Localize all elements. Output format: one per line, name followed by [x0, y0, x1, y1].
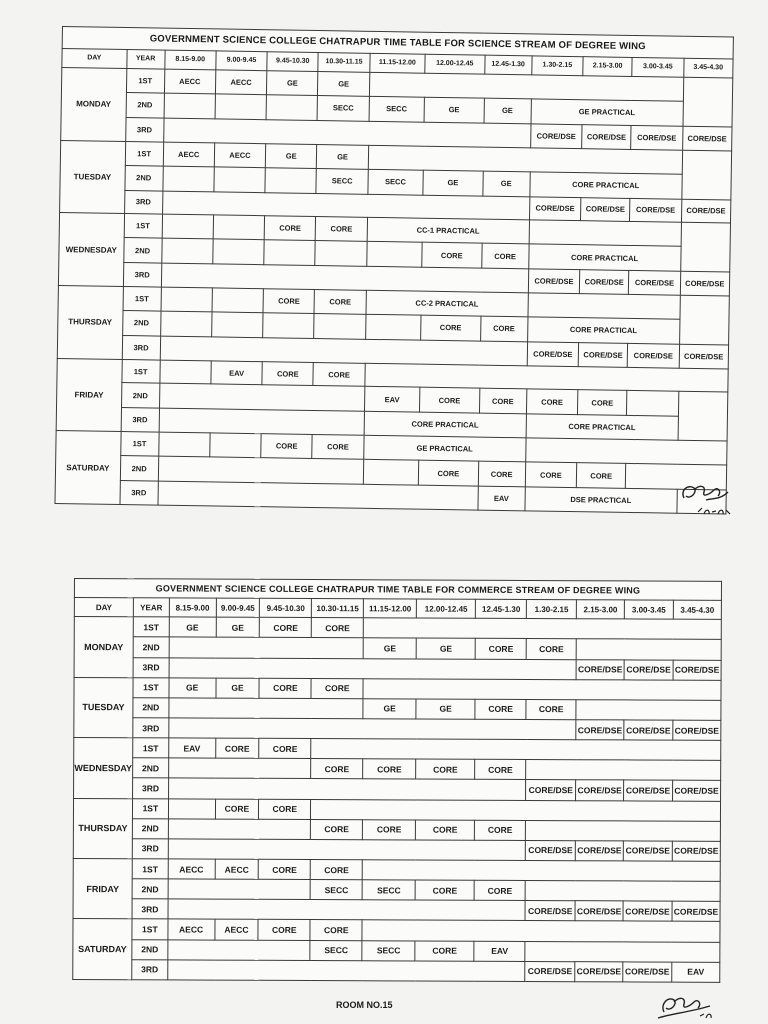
day-label: FRIDAY	[56, 358, 122, 432]
header-day: DAY	[74, 598, 133, 617]
class-cell: CORE	[263, 289, 315, 314]
class-cell: CORE/DSE	[526, 780, 576, 800]
year-label: 3RD	[121, 408, 159, 432]
header-slot: 12.00-12.45	[425, 54, 485, 74]
class-cell: CORE	[259, 859, 311, 879]
class-cell: AECC	[215, 859, 259, 879]
day-label: TUESDAY	[74, 677, 133, 738]
class-cell: SECC	[362, 940, 415, 960]
class-cell: CORE	[481, 243, 529, 269]
class-cell: AECC	[215, 70, 267, 95]
practical-cell: CORE PRACTICAL	[364, 412, 526, 438]
class-cell: CORE/DSE	[623, 901, 672, 921]
practical-cell: CC-1 PRACTICAL	[367, 218, 529, 244]
year-label: 1ST	[122, 359, 160, 383]
class-cell: CORE/DSE	[528, 269, 580, 294]
class-cell: CORE/DSE	[575, 961, 623, 982]
class-cell: CORE	[475, 820, 526, 840]
signature-icon	[650, 990, 718, 1024]
science-title: GOVERNMENT SCIENCE COLLEGE CHATRAPUR TIME TABLE FOR SCIENCE STREAM OF DEGREE WING	[62, 27, 733, 59]
year-label: 2ND	[132, 879, 168, 899]
class-cell: CORE	[259, 799, 311, 819]
year-label: 2ND	[133, 698, 169, 718]
class-cell: CORE/DSE	[525, 901, 575, 921]
header-slot: 9.00-9.45	[216, 598, 260, 617]
class-cell: CORE	[313, 362, 365, 387]
year-label: 3RD	[132, 899, 168, 919]
year-label: 2ND	[132, 939, 168, 959]
class-cell: SECC	[369, 96, 425, 122]
day-label: SATURDAY	[73, 919, 132, 980]
class-cell: CORE/DSE	[679, 344, 729, 369]
class-cell: CORE	[526, 699, 576, 719]
class-cell: EAV	[364, 387, 420, 413]
day-label: MONDAY	[74, 617, 133, 678]
header-slot: 11.15-12.00	[370, 53, 426, 73]
header-slot: 1.30-2.15	[527, 600, 577, 619]
header-slot: 10.30-11.15	[312, 599, 364, 618]
year-label: 3RD	[125, 117, 163, 141]
class-cell: AECC	[163, 142, 215, 167]
class-cell: CORE	[215, 738, 259, 758]
practical-cell: CORE PRACTICAL	[530, 171, 682, 198]
class-cell: CORE	[311, 819, 363, 839]
day-label: THURSDAY	[57, 285, 123, 359]
class-cell: CORE	[418, 460, 478, 486]
header-slot: 12.00-12.45	[417, 599, 476, 618]
class-cell: CORE/DSE	[673, 720, 721, 740]
class-cell: SECC	[310, 940, 362, 960]
class-cell: CORE	[578, 390, 628, 416]
class-cell: CORE/DSE	[624, 720, 673, 740]
day-label: THURSDAY	[73, 798, 132, 859]
class-cell: GE	[416, 699, 475, 719]
year-label: 2ND	[123, 238, 161, 264]
class-cell: CORE/DSE	[631, 125, 683, 150]
class-cell: CORE/DSE	[576, 659, 624, 679]
class-cell: CORE	[416, 820, 475, 840]
class-cell: CORE/DSE	[582, 125, 632, 150]
class-cell: CORE	[259, 678, 311, 698]
class-cell: CORE	[264, 216, 316, 241]
class-cell: CORE	[479, 389, 527, 415]
class-cell: EAV	[474, 941, 525, 961]
header-slot: 3.00-3.45	[632, 57, 684, 77]
class-cell: CORE	[363, 759, 416, 779]
class-cell: GE	[482, 171, 530, 197]
header-slot: 3.00-3.45	[624, 600, 673, 619]
class-cell: CORE/DSE	[575, 901, 623, 921]
year-label: 1ST	[120, 432, 158, 456]
class-cell: CORE/DSE	[578, 342, 628, 367]
class-cell: CORE	[310, 920, 362, 940]
class-cell: CORE/DSE	[673, 660, 721, 680]
practical-cell: DSE PRACTICAL	[525, 487, 677, 513]
class-cell: CORE	[312, 435, 364, 460]
header-slot: 9.45-10.30	[267, 51, 319, 71]
class-cell: GE	[416, 638, 475, 658]
class-cell: CORE	[311, 678, 363, 698]
header-slot: 3.45-4.30	[673, 600, 721, 619]
year-label: 1ST	[124, 214, 162, 238]
class-cell: EAV	[478, 486, 526, 511]
header-slot: 3.45-4.30	[683, 58, 733, 78]
class-cell: CORE/DSE	[629, 271, 681, 296]
year-label: 2ND	[125, 165, 163, 191]
class-cell: CORE/DSE	[527, 342, 579, 367]
year-label: 3RD	[124, 190, 162, 214]
day-label: MONDAY	[61, 68, 127, 142]
class-cell: CORE/DSE	[581, 197, 631, 222]
commerce-timetable	[72, 578, 722, 983]
class-cell: CORE/DSE	[623, 841, 672, 861]
class-cell: GE	[169, 617, 216, 637]
year-label: 3RD	[133, 778, 169, 798]
class-cell: CORE	[416, 759, 475, 779]
class-cell: CORE	[526, 389, 578, 415]
class-cell: CORE/DSE	[681, 199, 731, 224]
class-cell: GE	[216, 678, 260, 698]
class-cell: SECC	[362, 880, 415, 900]
class-cell: SECC	[317, 96, 369, 122]
class-cell: EAV	[168, 738, 215, 758]
class-cell: CORE/DSE	[576, 780, 624, 800]
day-label: FRIDAY	[73, 858, 132, 919]
class-cell: EAV	[211, 360, 263, 385]
class-cell: GE	[363, 638, 416, 658]
class-cell: CORE	[526, 639, 576, 659]
class-cell: CORE	[475, 760, 526, 780]
class-cell: CORE/DSE	[682, 126, 732, 151]
class-cell: CORE	[316, 217, 368, 242]
class-cell: AECC	[215, 920, 259, 940]
class-cell: CORE	[475, 639, 526, 659]
year-label: 2ND	[120, 456, 158, 482]
year-label: 3RD	[133, 657, 169, 677]
class-cell: CORE/DSE	[627, 343, 679, 368]
year-label: 2ND	[126, 93, 164, 119]
class-cell: GE	[216, 617, 260, 637]
class-cell: CORE	[420, 388, 480, 414]
class-cell: CORE/DSE	[529, 196, 581, 221]
practical-cell: CORE PRACTICAL	[529, 244, 681, 271]
class-cell: CORE	[480, 316, 528, 342]
class-cell: CORE/DSE	[623, 962, 672, 983]
year-label: 3RD	[120, 480, 158, 505]
class-cell: CORE	[415, 941, 474, 961]
header-slot: 2.15-3.00	[576, 600, 624, 619]
class-cell: CORE/DSE	[525, 961, 575, 982]
year-label: 1ST	[132, 859, 168, 879]
class-cell: GE	[318, 72, 370, 97]
class-cell: EAV	[672, 962, 720, 983]
header-slot: 8.15-9.00	[164, 50, 216, 70]
class-cell: SECC	[316, 168, 368, 194]
year-label: 1ST	[133, 738, 169, 758]
class-cell: CORE	[258, 920, 310, 940]
signature-icon	[676, 478, 736, 522]
class-cell: CORE	[261, 434, 313, 459]
class-cell: CORE	[215, 799, 259, 819]
class-cell: CORE/DSE	[672, 901, 720, 921]
class-cell: CORE/DSE	[530, 124, 582, 149]
year-label: 1ST	[133, 617, 169, 637]
class-cell: GE	[423, 170, 483, 196]
science-timetable-sheet	[54, 26, 733, 514]
header-slot: 11.15-12.00	[364, 599, 417, 618]
year-label: 3RD	[133, 718, 169, 738]
class-cell: CORE/DSE	[672, 781, 720, 801]
year-label: 1ST	[125, 141, 163, 165]
class-cell: CORE	[311, 759, 363, 779]
class-cell: GE	[317, 144, 369, 169]
header-year: YEAR	[133, 598, 169, 617]
year-label: 3RD	[132, 839, 168, 859]
day-label: WEDNESDAY	[58, 213, 124, 287]
practical-cell: GE PRACTICAL	[363, 436, 525, 462]
class-cell: CORE	[576, 463, 626, 489]
class-cell: CORE	[475, 699, 526, 719]
room-number: ROOM NO.15	[336, 1000, 393, 1010]
practical-cell: GE PRACTICAL	[531, 99, 683, 126]
class-cell: AECC	[164, 69, 216, 94]
class-cell: CORE/DSE	[576, 720, 624, 740]
class-cell: CORE	[259, 738, 311, 758]
class-cell: CORE	[474, 880, 525, 900]
class-cell: CORE	[421, 315, 481, 341]
class-cell: GE	[424, 97, 484, 123]
year-label: 1ST	[133, 677, 169, 697]
header-slot: 9.45-10.30	[260, 598, 312, 617]
practical-cell: CORE PRACTICAL	[527, 317, 679, 344]
class-cell: CORE	[525, 462, 577, 488]
class-cell: GE	[484, 98, 532, 124]
class-cell: CORE/DSE	[624, 659, 673, 679]
class-cell: CORE	[478, 461, 526, 487]
class-cell: GE	[267, 71, 319, 96]
year-label: 2ND	[121, 383, 159, 409]
header-day: DAY	[62, 48, 127, 69]
year-label: 1ST	[133, 798, 169, 818]
header-slot: 2.15-3.00	[583, 56, 633, 76]
class-cell: GE	[169, 678, 216, 698]
class-cell: CORE	[363, 819, 416, 839]
year-label: 2ND	[122, 310, 160, 336]
year-label: 1ST	[126, 69, 164, 93]
class-cell: CORE	[260, 618, 312, 638]
class-cell: GE	[363, 699, 416, 719]
year-label: 3RD	[122, 335, 160, 359]
class-cell: CORE/DSE	[672, 841, 720, 861]
header-slot: 10.30-11.15	[318, 52, 370, 72]
science-timetable	[54, 26, 733, 514]
year-label: 3RD	[123, 263, 161, 287]
year-label: 3RD	[132, 959, 168, 979]
class-cell: CORE	[314, 290, 366, 315]
class-cell: SECC	[368, 169, 424, 195]
practical-cell: CORE PRACTICAL	[526, 414, 678, 440]
commerce-title: GOVERNMENT SCIENCE COLLEGE CHATRAPUR TIME TABLE FOR COMMERCE STREAM OF DEGREE WING	[74, 579, 721, 601]
class-cell: CORE	[311, 860, 363, 880]
header-slot: 9.00-9.45	[216, 51, 268, 71]
class-cell: CORE/DSE	[630, 198, 682, 223]
year-label: 2ND	[133, 758, 169, 778]
day-label: SATURDAY	[55, 431, 121, 505]
header-slot: 12.45-1.30	[484, 55, 531, 75]
class-cell: CORE/DSE	[624, 780, 673, 800]
class-cell: CORE/DSE	[526, 840, 576, 860]
class-cell: AECC	[168, 859, 215, 879]
class-cell: CORE	[312, 618, 364, 638]
class-cell: GE	[265, 143, 317, 168]
day-label: TUESDAY	[60, 140, 126, 214]
practical-cell: CC-2 PRACTICAL	[366, 290, 528, 316]
day-label: WEDNESDAY	[74, 738, 133, 799]
year-label: 2ND	[132, 818, 168, 838]
class-cell: CORE	[422, 242, 482, 268]
commerce-timetable-sheet	[72, 578, 722, 983]
header-slot: 12.45-1.30	[476, 599, 527, 618]
year-label: 2ND	[133, 637, 169, 657]
header-slot: 1.30-2.15	[532, 56, 584, 76]
header-slot: 8.15-9.00	[169, 598, 216, 617]
class-cell: CORE/DSE	[575, 841, 623, 861]
year-label: 1ST	[123, 286, 161, 310]
class-cell: CORE/DSE	[579, 270, 629, 295]
class-cell: SECC	[310, 880, 362, 900]
class-cell: CORE	[415, 880, 474, 900]
class-cell: AECC	[214, 143, 266, 168]
class-cell: CORE/DSE	[680, 271, 730, 296]
class-cell: CORE	[262, 361, 314, 386]
class-cell: AECC	[168, 919, 215, 939]
header-year: YEAR	[126, 49, 164, 69]
year-label: 1ST	[132, 919, 168, 939]
